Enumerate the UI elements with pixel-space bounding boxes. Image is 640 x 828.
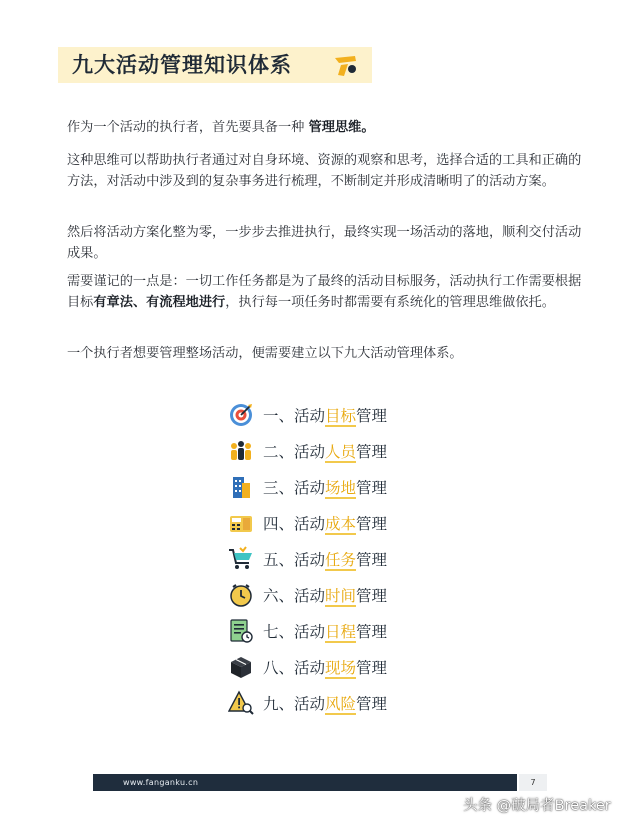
management-list	[228, 397, 488, 721]
warning-icon	[228, 690, 254, 716]
clock-icon	[228, 582, 254, 608]
list-item	[228, 541, 488, 577]
intro-paragraph	[67, 118, 587, 139]
list-item	[228, 685, 488, 721]
list-item-label: 五、活动任务管理	[263, 551, 388, 569]
reminder-bold-text: 有章法、有流程地进行	[93, 294, 226, 310]
cart-icon	[228, 546, 254, 572]
intro-text: 作为一个活动的执行者，首先要具备一种	[67, 120, 309, 135]
watermark: 头条 @破局者Breaker	[463, 798, 611, 814]
footer-url: www.fanganku.cn	[123, 778, 199, 787]
calculator-icon	[228, 510, 254, 536]
reminder-text-a: 需要谨记的一点是：一切工作任务都是为了最终的活动目标服务，活动执行工作需要根据目标	[67, 274, 582, 310]
intro-bold-text: 管理思维。	[308, 120, 375, 135]
box-icon	[228, 654, 254, 680]
reminder-text-b: ，执行每一项任务时都需要有系统化的管理思维做依托。	[225, 294, 555, 310]
list-item-label: 二、活动人员管理	[263, 443, 388, 461]
thinking-paragraph: 这种思维可以帮助执行者通过对自身环境、资源的观察和思考，选择合适的工具和正确的方法，对活动中涉及到的复杂事务进行梳理，不断制定并形成清晰明了的活动方案。	[67, 153, 582, 189]
list-item	[228, 577, 488, 613]
list-item-label: 九、活动风险管理	[263, 695, 388, 713]
logo-mark-icon	[333, 53, 359, 79]
reminder-paragraph	[67, 272, 587, 313]
list-item-label: 八、活动现场管理	[263, 659, 388, 677]
list-item	[228, 649, 488, 685]
list-item-label: 三、活动场地管理	[263, 479, 388, 497]
list-item	[228, 433, 488, 469]
building-icon	[228, 474, 254, 500]
list-item-label: 六、活动时间管理	[263, 587, 388, 605]
target-icon	[228, 402, 254, 428]
page-number: 7	[519, 774, 547, 791]
list-item-label: 一、活动目标管理	[263, 407, 388, 425]
people-icon	[228, 438, 254, 464]
list-item	[228, 397, 488, 433]
schedule-icon	[228, 618, 254, 644]
list-intro-paragraph: 一个执行者想要管理整场活动，便需要建立以下九大活动管理体系。	[67, 346, 463, 361]
list-item	[228, 505, 488, 541]
list-item	[228, 469, 488, 505]
execution-paragraph: 然后将活动方案化整为零，一步步去推进执行，最终实现一场活动的落地，顺利交付活动成果。	[67, 225, 582, 261]
list-item	[228, 613, 488, 649]
list-item-label: 七、活动日程管理	[263, 623, 388, 641]
list-item-label: 四、活动成本管理	[263, 515, 388, 533]
page-title: 九大活动管理知识体系	[72, 53, 292, 77]
